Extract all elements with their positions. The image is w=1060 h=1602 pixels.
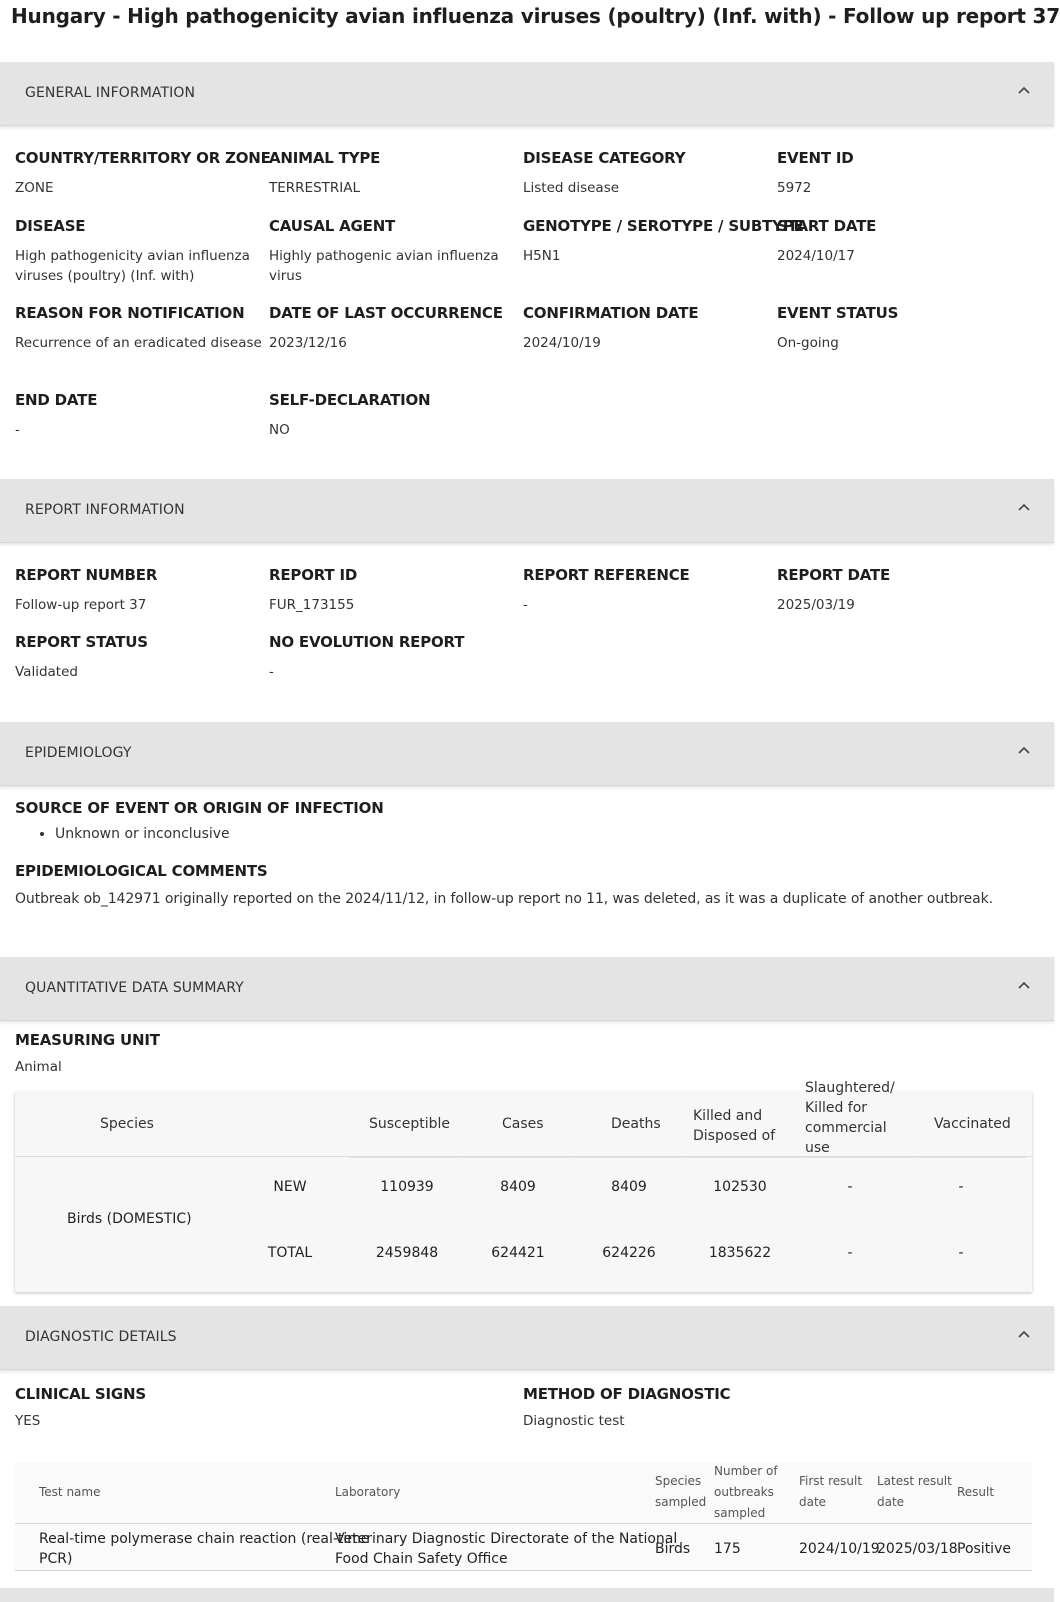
section-title: DIAGNOSTIC DETAILS (25, 1329, 177, 1345)
cell-slaughtered: - (847, 1245, 853, 1261)
section-title: QUANTITATIVE DATA SUMMARY (25, 980, 244, 996)
field-disease (15, 217, 265, 286)
field-value: Validated (15, 664, 78, 680)
field-label: SELF-DECLARATION (269, 391, 431, 409)
divider (15, 1570, 1032, 1571)
column-header-killed-disposed (693, 1106, 775, 1146)
field-label: REPORT NUMBER (15, 566, 158, 584)
field-label: MEASURING UNIT (15, 1031, 160, 1049)
column-header-result: Result (957, 1485, 995, 1499)
chevron-up-icon[interactable] (1016, 1326, 1032, 1342)
field-value: - (523, 597, 528, 613)
table-header-row (15, 1080, 1032, 1157)
header-line: First result (799, 1474, 863, 1488)
divider (688, 1157, 800, 1158)
field-label: CLINICAL SIGNS (15, 1385, 146, 1403)
header-line: sampled (714, 1506, 766, 1520)
cell-latest-result-date: 2025/03/18 (877, 1541, 958, 1557)
cell-first-result-date: 2024/10/19 (799, 1541, 880, 1557)
column-header-laboratory: Laboratory (335, 1485, 401, 1499)
cell-susceptible: 2459848 (375, 1245, 439, 1261)
field-value: TERRESTRIAL (269, 180, 360, 196)
field-last-occurrence (269, 304, 519, 353)
header-line: date (877, 1495, 905, 1509)
chevron-up-icon[interactable] (1016, 977, 1032, 993)
cell-line: Real-time polymerase chain reaction (real-time (39, 1531, 370, 1547)
cell-line: Veterinary Diagnostic Directorate of the National (335, 1531, 678, 1547)
field-clinical-signs (15, 1385, 265, 1431)
chevron-up-icon[interactable] (1016, 742, 1032, 758)
field-label: REASON FOR NOTIFICATION (15, 304, 245, 322)
divider (462, 1157, 574, 1158)
field-value: 2024/10/19 (523, 335, 601, 351)
field-label: DISEASE CATEGORY (523, 149, 686, 167)
field-label: NO EVOLUTION REPORT (269, 633, 465, 651)
column-header-outbreaks-sampled (714, 1461, 778, 1524)
cell-vaccinated: - (958, 1179, 964, 1195)
header-line: commercial (805, 1120, 887, 1136)
field-method-of-diagnostic (523, 1385, 773, 1431)
cell-killed: 1835622 (708, 1245, 772, 1261)
divider (575, 1157, 687, 1158)
field-label: REPORT REFERENCE (523, 566, 690, 584)
field-report-date (777, 566, 1027, 615)
field-no-evolution-report (269, 633, 519, 682)
field-label: END DATE (15, 391, 98, 409)
field-source-of-event (15, 799, 384, 817)
field-confirmation-date (523, 304, 773, 353)
column-header-latest-result-date (877, 1471, 952, 1513)
field-value: 2025/03/19 (777, 597, 855, 613)
field-causal-agent (269, 217, 519, 286)
list-item: • Unknown or inconclusive (55, 826, 230, 842)
field-value: On-going (777, 335, 839, 351)
field-value: FUR_173155 (269, 597, 355, 613)
section-header-diagnostic-details[interactable] (0, 1306, 1054, 1370)
section-header-quantitative-data-summary[interactable] (0, 957, 1054, 1021)
header-line: Disposed of (693, 1128, 776, 1144)
header-line: use (805, 1140, 830, 1156)
section-header-epidemiology[interactable] (0, 722, 1054, 786)
divider (349, 1157, 461, 1158)
header-line: Latest result (877, 1474, 952, 1488)
header-text (805, 1078, 895, 1158)
section-header-report-information[interactable] (0, 479, 1054, 543)
field-value: H5N1 (523, 248, 561, 264)
field-label: ANIMAL TYPE (269, 149, 381, 167)
column-header-species-sampled (655, 1471, 706, 1513)
field-value: Highly pathogenic avian influenza virus (269, 248, 499, 284)
field-value: 2023/12/16 (269, 335, 347, 351)
field-label: EPIDEMIOLOGICAL COMMENTS (15, 862, 268, 880)
divider (801, 1157, 913, 1158)
field-end-date (15, 391, 265, 440)
column-header-cases: Cases (502, 1116, 544, 1132)
field-value: High pathogenicity avian influenza viruses (poultry) (Inf. with) (15, 248, 250, 284)
field-label: REPORT ID (269, 566, 358, 584)
field-report-reference (523, 566, 773, 615)
field-value: Listed disease (523, 180, 620, 196)
cell-cases: 624421 (491, 1245, 545, 1261)
source-list (55, 826, 230, 842)
field-label: CAUSAL AGENT (269, 217, 396, 235)
divider (914, 1157, 1026, 1158)
field-label: DISEASE (15, 217, 86, 235)
field-genotype (523, 217, 804, 266)
field-value: 5972 (777, 180, 812, 196)
field-label: REPORT DATE (777, 566, 891, 584)
field-measuring-unit (15, 1031, 265, 1077)
cell-killed: 102530 (713, 1179, 767, 1195)
cell-cases: 8409 (500, 1179, 536, 1195)
cell-susceptible: 110939 (380, 1179, 434, 1195)
field-reason (15, 304, 265, 353)
field-label: SOURCE OF EVENT OR ORIGIN OF INFECTION (15, 799, 384, 817)
column-header-deaths: Deaths (611, 1116, 661, 1132)
cell-line: PCR) (39, 1551, 73, 1567)
field-value: - (15, 422, 20, 438)
field-value: NO (269, 422, 290, 438)
header-line: sampled (655, 1495, 707, 1509)
header-line: Slaughtered/ (805, 1080, 895, 1096)
field-report-id (269, 566, 519, 615)
field-value: Recurrence of an eradicated disease (15, 335, 262, 351)
field-event-status (777, 304, 1027, 353)
row-label: NEW (273, 1179, 307, 1195)
column-header-susceptible: Susceptible (369, 1116, 451, 1132)
section-title: GENERAL INFORMATION (25, 85, 196, 101)
cell-line: Food Chain Safety Office (335, 1551, 508, 1567)
field-value: ZONE (15, 180, 54, 196)
header-line: outbreaks (714, 1485, 774, 1499)
header-line: Killed and (693, 1108, 763, 1124)
cell-vaccinated: - (958, 1245, 964, 1261)
field-label: COUNTRY/TERRITORY OR ZONE (15, 149, 271, 167)
header-line: date (799, 1495, 827, 1509)
column-header-first-result-date (799, 1471, 862, 1513)
epidemiological-comments-text: Outbreak ob_142971 originally reported on the 2024/11/12, in follow-up report no 11, was deleted, as it was a duplicate of another outbreak. (15, 891, 993, 907)
cell-deaths: 8409 (611, 1179, 647, 1195)
section-title: EPIDEMIOLOGY (25, 745, 132, 761)
column-header-slaughtered (805, 1080, 915, 1156)
page-title: Hungary - High pathogenicity avian influenza viruses (poultry) (Inf. with) - Follow up report 37 (11, 4, 1060, 28)
field-animal-type (269, 149, 519, 198)
field-report-number (15, 566, 265, 615)
field-label: EVENT STATUS (777, 304, 899, 322)
row-label: TOTAL (267, 1245, 313, 1261)
field-label: CONFIRMATION DATE (523, 304, 699, 322)
header-line: Number of (714, 1464, 778, 1478)
field-self-declaration (269, 391, 519, 440)
cell-species-sampled: Birds (655, 1541, 691, 1557)
section-header-general-information[interactable] (0, 62, 1054, 126)
header-line: Killed for (805, 1100, 868, 1116)
field-value: 2024/10/17 (777, 248, 855, 264)
cell-result: Positive (957, 1541, 1011, 1557)
cell-outbreaks-sampled: 175 (714, 1541, 741, 1557)
column-header-species: Species (100, 1116, 154, 1132)
field-country (15, 149, 271, 198)
field-disease-category (523, 149, 773, 198)
species-cell: Birds (DOMESTIC) (67, 1211, 192, 1227)
field-label: EVENT ID (777, 149, 854, 167)
field-value: YES (15, 1413, 41, 1429)
field-epidemiological-comments (15, 862, 268, 880)
field-label: GENOTYPE / SEROTYPE / SUBTYPE (523, 217, 804, 235)
diagnostic-table (15, 1462, 1032, 1571)
next-section-header (0, 1588, 1054, 1602)
field-value: - (269, 664, 274, 680)
field-event-id (777, 149, 1027, 198)
cell-test-name (39, 1529, 370, 1569)
column-header-vaccinated: Vaccinated (934, 1116, 1011, 1132)
cell-slaughtered: - (847, 1179, 853, 1195)
chevron-up-icon[interactable] (1016, 82, 1032, 98)
field-label: DATE OF LAST OCCURRENCE (269, 304, 503, 322)
field-label: METHOD OF DIAGNOSTIC (523, 1385, 731, 1403)
header-line: Species (655, 1474, 702, 1488)
field-value: Follow-up report 37 (15, 597, 147, 613)
field-label: START DATE (777, 217, 877, 235)
cell-deaths: 624226 (602, 1245, 656, 1261)
field-start-date (777, 217, 1027, 266)
field-label: REPORT STATUS (15, 633, 148, 651)
quantitative-table (15, 1080, 1032, 1292)
field-report-status (15, 633, 265, 682)
field-value: Diagnostic test (523, 1413, 625, 1429)
section-title: REPORT INFORMATION (25, 502, 185, 518)
chevron-up-icon[interactable] (1016, 499, 1032, 515)
table-header-row (15, 1462, 1032, 1524)
field-value: Animal (15, 1059, 62, 1075)
column-header-test-name: Test name (39, 1485, 101, 1499)
